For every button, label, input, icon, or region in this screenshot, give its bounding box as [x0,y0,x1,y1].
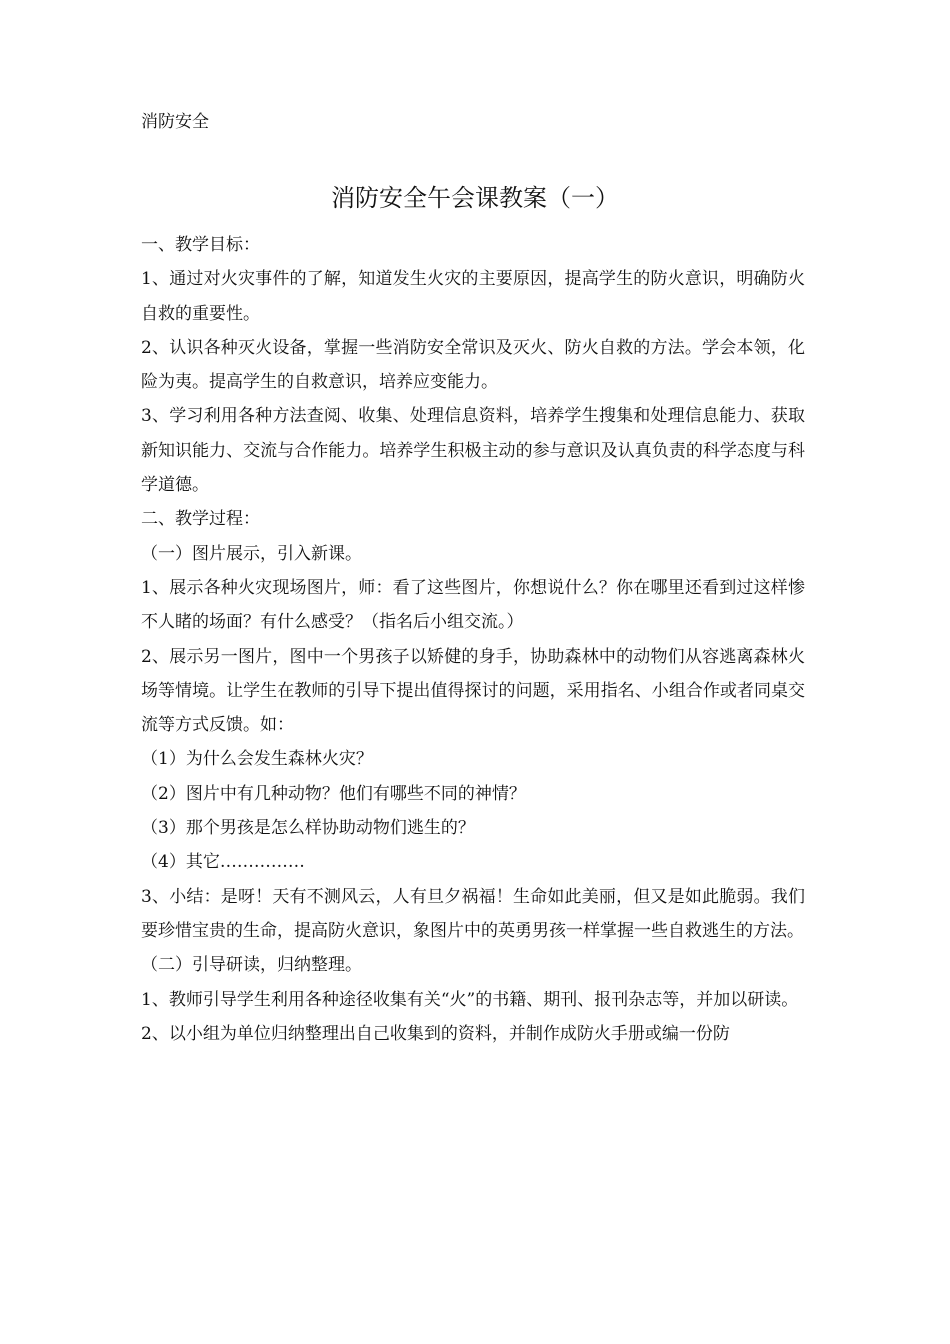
objective-1: 1、通过对火灾事件的了解，知道发生火灾的主要原因，提高学生的防火意识，明确防火自救的重要性。 [141,269,805,324]
question-4: （4）其它…………… [141,852,305,873]
question-3: （3）那个男孩是怎么样协助动物们逃生的？ [141,818,475,839]
objective-3: 3、学习利用各种方法查阅、收集、处理信息资料，培养学生搜集和处理信息能力、获取新知识能力、交流与合作能力。培养学生积极主动的参与意识及认真负责的科学态度与科学道德。 [141,406,805,496]
section-heading-process: 二、教学过程： [141,509,260,530]
research-step-2: 2、以小组为单位归纳整理出自己收集到的资料，并制作成防火手册或编一份防 [141,1023,730,1044]
process-step-2: 2、展示另一图片，图中一个男孩子以矫健的身手，协助森林中的动物们从容逃离森林火场等情境。让学生在教师的引导下提出值得探讨的问题，采用指名、小组合作或者同桌交流等方式反馈。如： [141,646,805,736]
subsection-heading-1: （一）图片展示，引入新课。 [141,543,362,564]
process-step-3: 3、小结：是呀！天有不测风云，人有旦夕祸福！生命如此美丽，但又是如此脆弱。我们要珍惜宝贵的生命，提高防火意识，象图片中的英勇男孩一样掌握一些自救逃生的方法。 [141,886,805,941]
document-body [141,228,805,1051]
objective-2: 2、认识各种灭火设备，掌握一些消防安全常识及灭火、防火自救的方法。学会本领，化险为夷。提高学生的自救意识，培养应变能力。 [141,337,805,393]
header-label: 消防安全 [141,112,209,132]
process-step-1: 1、展示各种火灾现场图片，师：看了这些图片，你想说什么？你在哪里还看到过这样惨不人睹的场面？有什么感受？（指名后小组交流。） [141,577,805,633]
section-heading-objectives: 一、教学目标： [141,235,260,255]
research-step-1: 1、教师引导学生利用各种途径收集有关“火”的书籍、期刊、报刊杂志等，并加以研读。 [141,989,799,1010]
subsection-heading-2: （二）引导研读，归纳整理。 [141,955,362,976]
question-1: （1）为什么会发生森林火灾？ [141,749,373,770]
question-2: （2）图片中有几种动物？他们有哪些不同的神情？ [141,783,526,804]
document-title: 消防安全午会课教案（一） [331,184,619,212]
